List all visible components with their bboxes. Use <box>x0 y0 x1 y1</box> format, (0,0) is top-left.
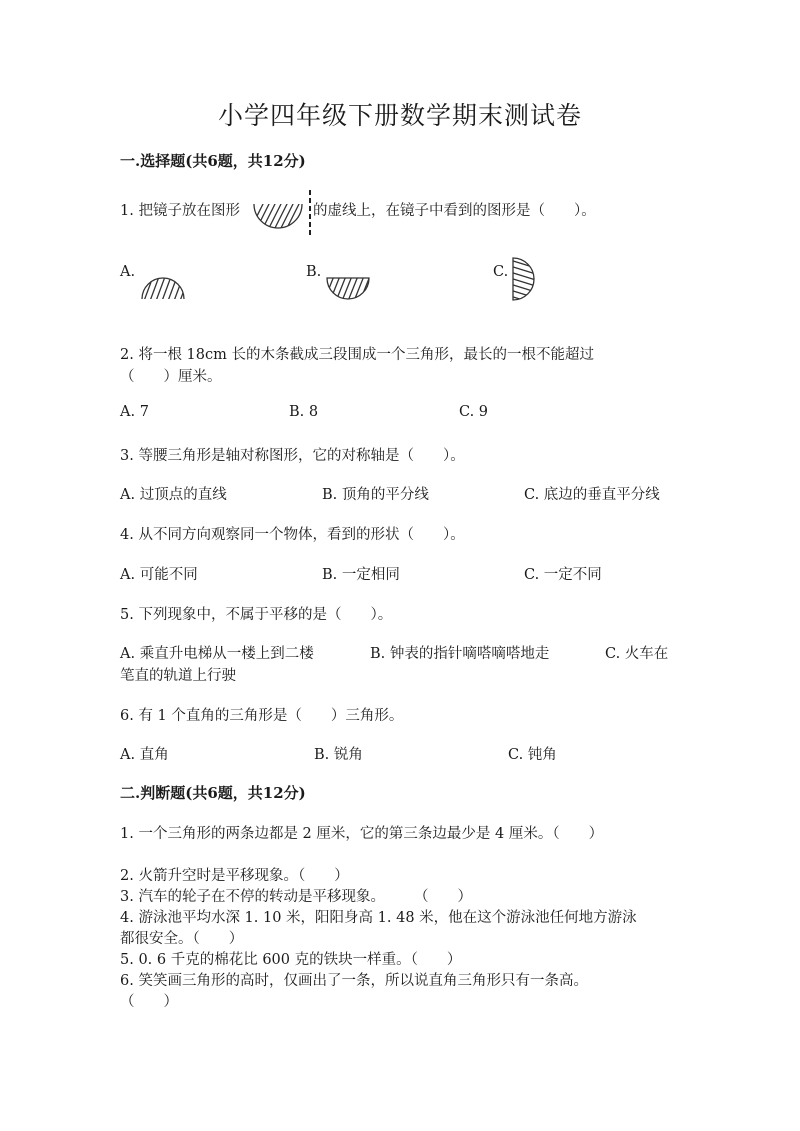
question-4-text: 4. 从不同方向观察同一个物体，看到的形状（ ）。 <box>120 527 465 543</box>
question-5-option-c-continued: 笔直的轨道上行驶 <box>120 668 236 684</box>
question-4-option-a: A. 可能不同 <box>120 567 198 583</box>
question-2-option-a: A. 7 <box>120 404 149 420</box>
question-5-option-c: C. 火车在 <box>605 646 669 662</box>
question-3-option-c: C. 底边的垂直平分线 <box>524 487 660 503</box>
question-3-option-a: A. 过顶点的直线 <box>120 487 227 503</box>
judgment-item-4: 4. 游泳池平均水深 1. 10 米，阳阳身高 1. 48 米，他在这个游泳池任何地方游泳 <box>120 910 637 926</box>
question-1-option-a-label: A. <box>120 264 136 280</box>
question-2-line-2: （ ）厘米。 <box>120 369 222 385</box>
question-6-option-a: A. 直角 <box>120 747 169 763</box>
question-1-option-c-figure <box>510 256 540 306</box>
question-1-option-c-label: C. <box>493 264 509 280</box>
judgment-item-6-continued: （ ） <box>120 994 178 1010</box>
question-1-option-b-label: B. <box>306 264 322 280</box>
question-6-text: 6. 有 1 个直角的三角形是（ ）三角形。 <box>120 708 404 724</box>
judgment-item-2: 2. 火箭升空时是平移现象。（ ） <box>120 868 349 884</box>
question-1-text-after: 的虚线上，在镜子中看到的图形是（ ）。 <box>313 203 596 219</box>
question-1-text-before: 1. 把镜子放在图形 <box>120 203 240 219</box>
judgment-item-5: 5. 0. 6 千克的棉花比 600 克的铁块一样重。（ ） <box>120 952 462 968</box>
question-5-text: 5. 下列现象中，不属于平移的是（ ）。 <box>120 607 393 623</box>
question-2-line-1: 2. 将一根 18cm 长的木条截成三段围成一个三角形，最长的一根不能超过 <box>120 347 594 363</box>
question-6-option-b: B. 锐角 <box>314 747 363 763</box>
question-2-option-b: B. 8 <box>289 404 319 420</box>
question-4-option-b: B. 一定相同 <box>322 567 400 583</box>
section-heading-judgment: 二.判断题(共6题，共12分) <box>120 784 306 802</box>
question-1-figure <box>248 188 318 238</box>
question-3-text: 3. 等腰三角形是轴对称图形，它的对称轴是（ ）。 <box>120 448 465 464</box>
question-2-option-c: C. 9 <box>459 404 489 420</box>
judgment-item-4-continued: 都很安全。（ ） <box>120 931 244 947</box>
judgment-item-3: 3. 汽车的轮子在不停的转动是平移现象。 （ ） <box>120 889 472 905</box>
judgment-item-1: 1. 一个三角形的两条边都是 2 厘米，它的第三条边最少是 4 厘米。（ ） <box>120 826 604 842</box>
question-1-option-b-figure <box>324 276 374 306</box>
section-heading-choice: 一.选择题(共6题，共12分) <box>120 152 306 170</box>
page-title: 小学四年级下册数学期末测试卷 <box>217 101 582 130</box>
question-5-option-a: A. 乘直升电梯从一楼上到二楼 <box>120 646 314 662</box>
question-6-option-c: C. 钝角 <box>508 747 557 763</box>
question-5-option-b: B. 钟表的指针嘀嗒嘀嗒地走 <box>370 646 550 662</box>
question-1-option-a-figure <box>138 274 188 304</box>
judgment-item-6: 6. 笑笑画三角形的高时，仅画出了一条，所以说直角三角形只有一条高。 <box>120 973 588 989</box>
question-4-option-c: C. 一定不同 <box>524 567 602 583</box>
question-3-option-b: B. 顶角的平分线 <box>322 487 429 503</box>
